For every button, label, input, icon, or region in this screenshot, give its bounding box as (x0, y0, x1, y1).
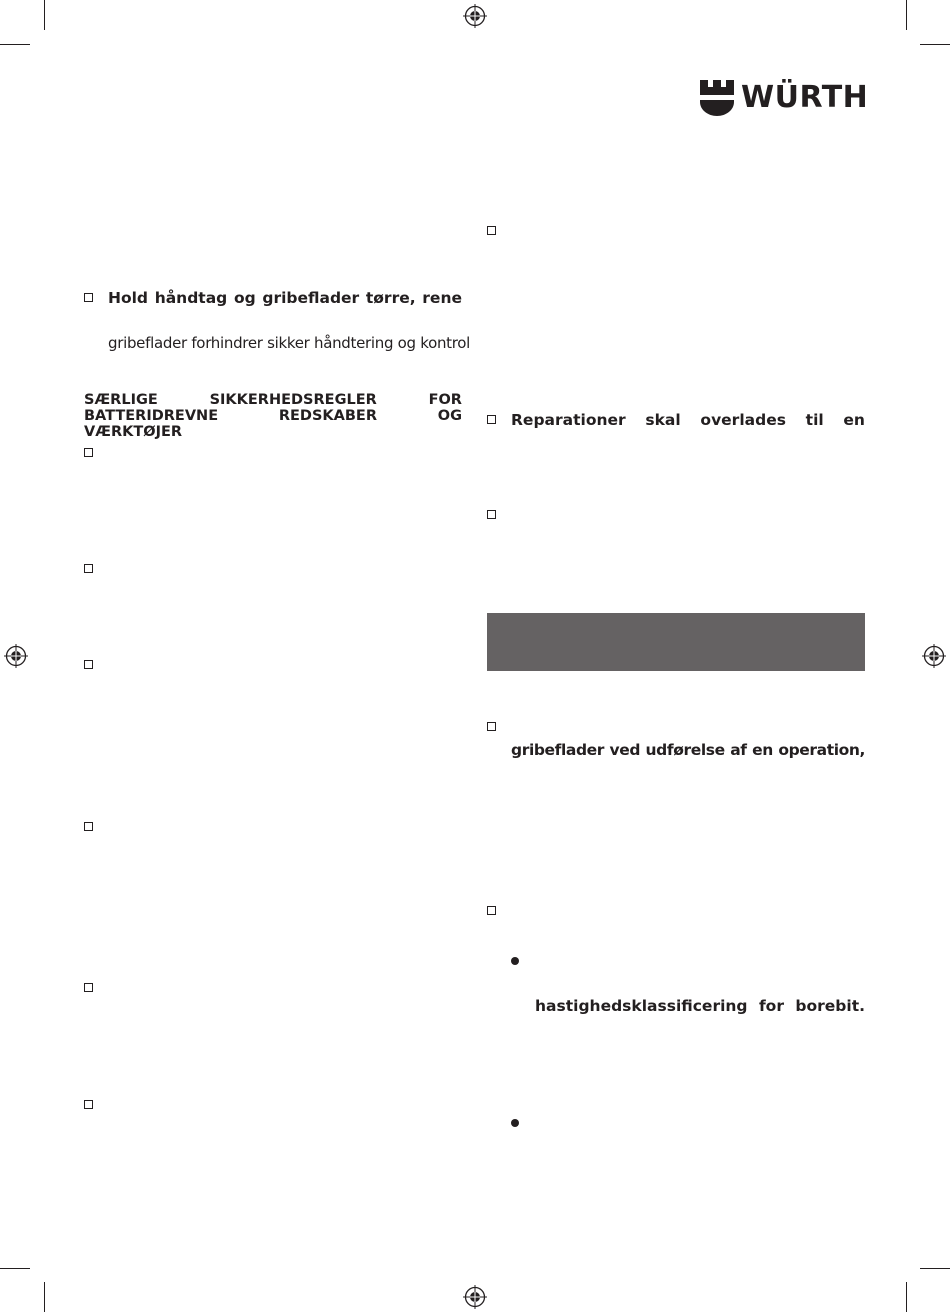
wurth-logo-icon (700, 80, 734, 116)
crop-mark-bottom-right-v (906, 1282, 907, 1312)
checkbox-left-6 (84, 983, 93, 992)
checkbox-left-2 (84, 448, 93, 457)
item-hold-handles-line: Hold håndtag og gribeflader tørre, rene (108, 289, 462, 307)
crop-mark-bottom-left-h (0, 1268, 30, 1269)
item-grip-surfaces-line: gribeflader ved udførelse af en operation, (511, 741, 865, 759)
bullet-2 (511, 1119, 519, 1127)
bullet-speed-rating-line: hastighedsklassificering for borebit. (535, 997, 865, 1015)
checkbox-right-4 (487, 722, 496, 731)
section-heading-battery-tools: SÆRLIGE SIKKERHEDSREGLER FOR BATTERIDREVNE REDSKABER OG VÆRKTØJER (84, 392, 462, 440)
registration-mark-bottom-icon (463, 1285, 487, 1309)
crop-mark-bottom-right-h (920, 1268, 950, 1269)
checkbox-right-2 (487, 415, 496, 424)
checkbox-left-5 (84, 822, 93, 831)
item-hold-handles-text: gribeflader forhindrer sikker håndtering og kontrol (108, 334, 471, 352)
checkbox-right-1 (487, 226, 496, 235)
crop-mark-top-left-h (0, 44, 30, 45)
checkbox-left-4 (84, 660, 93, 669)
crop-mark-top-right-h (920, 44, 950, 45)
crop-mark-bottom-left-v (44, 1282, 45, 1312)
registration-mark-right-icon (922, 644, 946, 668)
crop-mark-top-left-v (44, 0, 45, 30)
checkbox-left-1 (84, 293, 93, 302)
crop-mark-top-right-v (906, 0, 907, 30)
brand-wordmark: WÜRTH (741, 80, 869, 115)
checkbox-left-7 (84, 1100, 93, 1109)
bullet-1 (511, 957, 519, 965)
registration-mark-left-icon (4, 644, 28, 668)
checkbox-right-5 (487, 906, 496, 915)
checkbox-left-3 (84, 564, 93, 573)
section-header-band (487, 613, 865, 671)
checkbox-right-3 (487, 510, 496, 519)
registration-mark-top-icon (463, 4, 487, 28)
item-repairs-line: Reparationer skal overlades til en (511, 411, 865, 429)
